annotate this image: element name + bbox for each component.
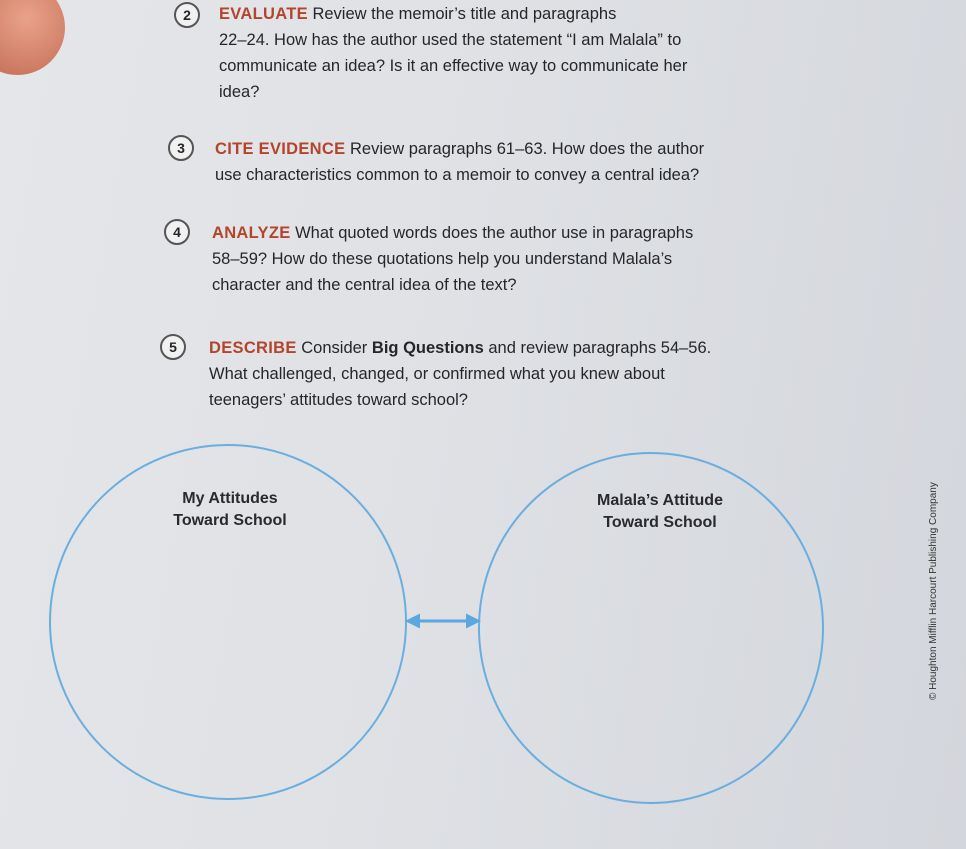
question-line: 22–24. How has the author used the statement “I am Malala” to	[219, 31, 682, 49]
question-line: use characteristics common to a memoir to convey a central idea?	[215, 166, 700, 184]
question-number: 3	[168, 135, 194, 161]
question-line: teenagers’ attitudes toward school?	[209, 391, 468, 409]
question-line: character and the central idea of the text?	[212, 276, 517, 294]
right-circle-label: Malala’s Attitude Toward School	[597, 492, 723, 531]
textbook-page: 2 EVALUATE Review the memoir’s title and paragraphs 22–24. How has the author used the statement “I am Malala” to communicate an idea? Is it an effective way to communicate her idea? 3 CITE EVIDENCE Review paragraphs 61–63. How does the author use characteristics common to a memoir to convey a central idea? 4 ANALYZE What quoted words does the author use in paragraphs 58–59? How do these quotations help you understand Malala’s character and the central idea of the text? 5 DESCRIBE Consider Big Questions and review paragraphs 54–56. What challenged, changed, or confirmed what you knew about teenagers’ attitudes toward school? My Attitudes Toward School Malala’s Attitude Toward School © Houghton Mifflin Harcourt Publishing Company	[0, 0, 966, 849]
question-line: What challenged, changed, or confirmed what you knew about	[209, 365, 665, 383]
question-keyword: CITE EVIDENCE	[215, 140, 346, 158]
question-line: Review paragraphs 61–63. How does the author	[350, 140, 705, 158]
question-line: What quoted words does the author use in paragraphs	[295, 224, 694, 242]
big-questions-term: Big Questions	[371, 339, 484, 357]
question-line: Review the memoir’s title and paragraphs	[312, 5, 617, 23]
question-line: Consider	[301, 339, 368, 357]
question-line: idea?	[219, 83, 260, 101]
question-number: 5	[160, 334, 186, 360]
question-number: 2	[174, 2, 200, 28]
question-line: and review paragraphs 54–56.	[488, 339, 712, 357]
left-circle-label: My Attitudes Toward School	[173, 490, 287, 529]
question-line: 58–59? How do these quotations help you understand Malala’s	[212, 250, 673, 268]
question-keyword: EVALUATE	[219, 5, 308, 23]
question-line: communicate an idea? Is it an effective way to communicate her	[219, 57, 688, 75]
question-keyword: DESCRIBE	[209, 339, 297, 357]
question-keyword: ANALYZE	[212, 224, 291, 242]
question-number: 4	[164, 219, 190, 245]
